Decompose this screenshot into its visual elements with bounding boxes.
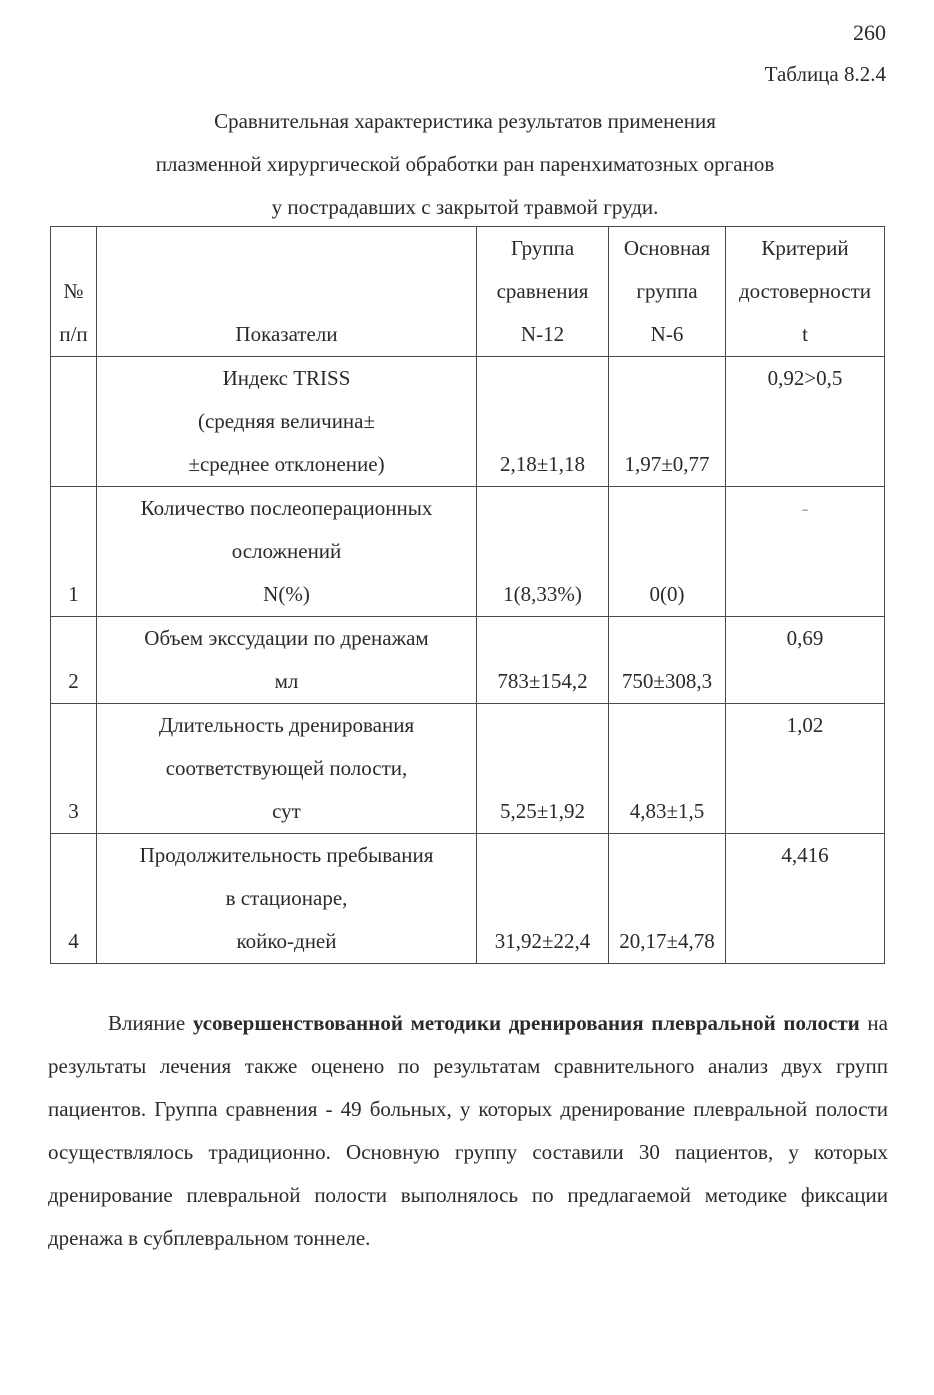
row-comparison: 783±154,2 [477,617,609,704]
title-line: Сравнительная характеристика результатов применения [214,109,716,133]
header-line: сравнения [496,279,589,303]
row-main: 20,17±4,78 [609,834,726,964]
indicator-line: Количество послеоперационных [140,496,433,520]
table-row [51,487,885,617]
header-num [51,227,97,357]
row-num: 2 [51,617,97,704]
row-main: 750±308,3 [609,617,726,704]
header-line: N-6 [650,322,684,346]
body-paragraph [48,1002,888,1260]
paragraph-lead: Влияние [108,1011,193,1035]
header-line: t [802,322,808,346]
header-line: N-12 [520,322,565,346]
row-indicator [97,357,477,487]
indicator-line: N(%) [263,582,310,606]
indicator-line: осложнений [231,539,342,563]
table-row [51,357,885,487]
header-line: Основная [623,236,711,260]
row-comparison: 5,25±1,92 [477,704,609,834]
page-number: 260 [853,20,886,45]
table-row [51,834,885,964]
paragraph-bold: усовершенствованной методики дренирования плевральной полости [192,1011,860,1035]
row-main: 4,83±1,5 [609,704,726,834]
row-indicator [97,487,477,617]
header-line: достоверности [738,279,872,303]
row-main: 1,97±0,77 [609,357,726,487]
indicator-line: Объем экссудации по дренажам [144,626,429,650]
header-criterion [726,227,885,357]
row-criterion: - [726,487,885,617]
row-num: 3 [51,704,97,834]
header-num-line: п/п [59,322,88,346]
indicator-line: Длительность дренирования [158,713,415,737]
comparison-table [50,226,885,964]
header-line: Критерий [761,236,849,260]
indicator-line: ±среднее отклонение) [188,452,385,476]
indicator-line: мл [274,669,299,693]
header-num-line: № [63,279,84,303]
header-line: Группа [510,236,575,260]
indicator-line: в стационаре, [225,886,348,910]
row-num: 4 [51,834,97,964]
indicator-line: Продолжительность пребывания [139,843,434,867]
row-indicator [97,617,477,704]
header-indicator [97,227,477,357]
row-comparison: 2,18±1,18 [477,357,609,487]
indicator-line: койко-дней [236,929,337,953]
row-num [51,357,97,487]
row-indicator [97,834,477,964]
header-line: группа [636,279,698,303]
header-indicator-label: Показатели [235,322,338,346]
title-line: у пострадавших с закрытой травмой груди. [271,195,659,219]
indicator-line: Индекс TRISS [222,366,351,390]
header-comparison-group [477,227,609,357]
indicator-line: сут [272,799,301,823]
row-comparison: 31,92±22,4 [477,834,609,964]
table-row [51,704,885,834]
row-comparison: 1(8,33%) [477,487,609,617]
paragraph [48,1002,888,1260]
row-criterion: 0,92>0,5 [726,357,885,487]
indicator-line: соответствующей полости, [165,756,408,780]
indicator-line: (средняя величина± [197,409,376,433]
title-line: плазменной хирургической обработки ран паренхиматозных органов [155,152,775,176]
row-criterion: 0,69 [726,617,885,704]
header-main-group [609,227,726,357]
table-row [51,617,885,704]
paragraph-rest: на результаты лечения также оценено по результатам сравнительного анализ двух групп пациентов. Группа сравнения - 49 больных, у которых дренирование плевральной полости осуществлялось традиционно. Основную группу составили 30 пациентов, у которых дренирование плевральной полости выполнялось по предлагаемой методике фиксации дренажа в субплевральном тоннеле. [48,1011,888,1250]
table-label: Таблица 8.2.4 [764,62,886,86]
row-criterion: 4,416 [726,834,885,964]
row-main: 0(0) [609,487,726,617]
row-num: 1 [51,487,97,617]
table-title [40,100,890,229]
row-indicator [97,704,477,834]
table-header-row [51,227,885,357]
row-criterion: 1,02 [726,704,885,834]
